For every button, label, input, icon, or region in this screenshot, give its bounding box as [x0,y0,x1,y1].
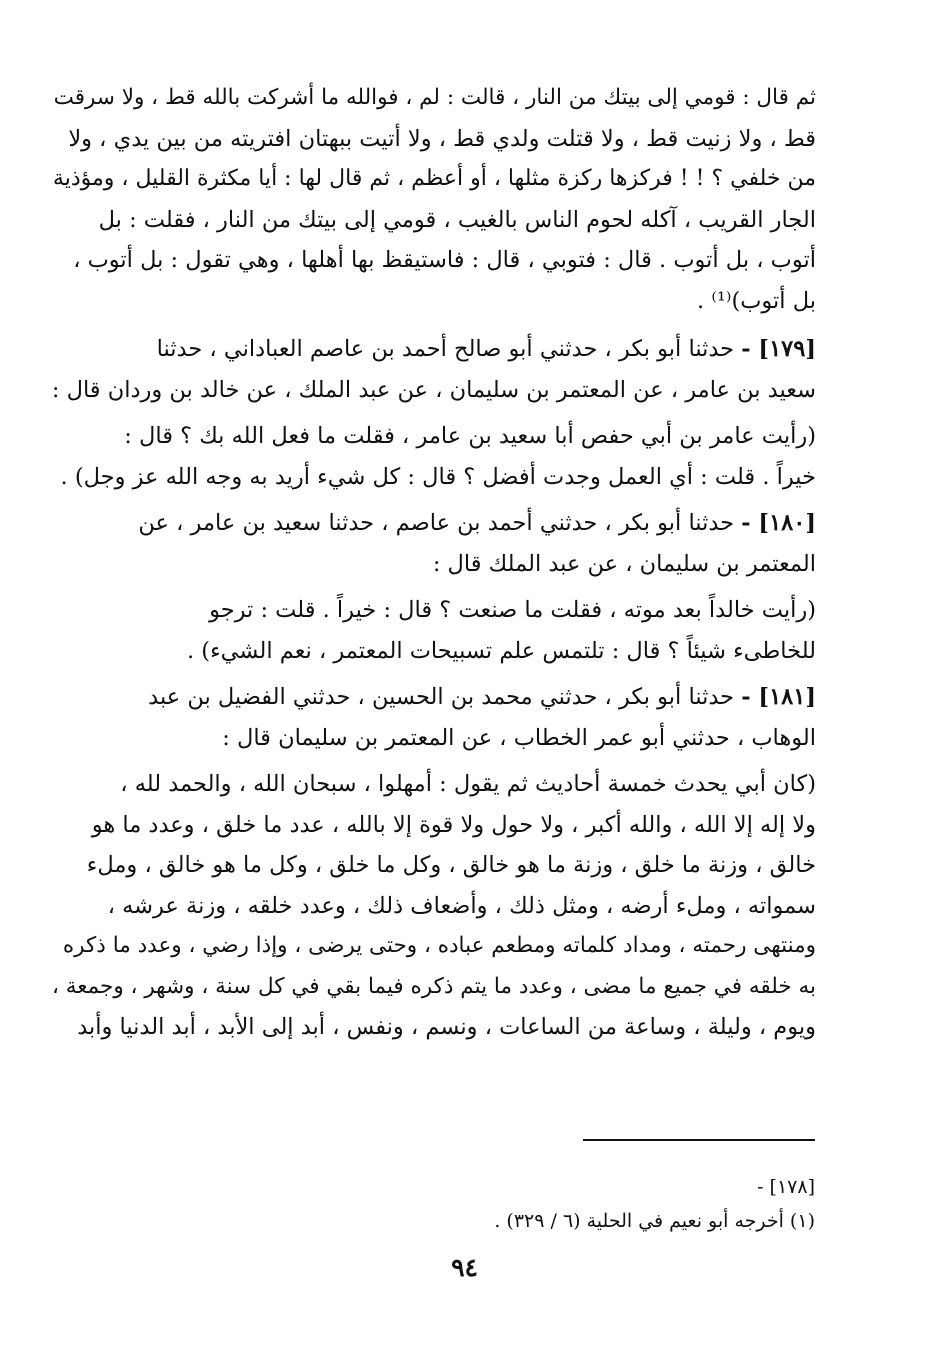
hadith-number: [١٧٩] - [741,336,816,362]
text-line [50,329,816,370]
text-line: المعتمر بن سليمان ، عن عبد الملك قال : [432,550,816,577]
text-line: (رأيت خالداً بعد موته ، فقلت ما صنعت ؟ قال : خيراً . قلت : ترجو [209,597,816,623]
text-line: الجار القريب ، آكله لحوم الناس بالغيب ، قومي إلى بيتك من النار ، فقلت : بل [98,206,816,233]
hadith-179-text [50,416,816,497]
chain-text: حدثنا أبو بكر ، حدثني أحمد بن عاصم ، حدثنا سعيد بن عامر ، عن [138,510,735,536]
text-line: (رأيت عامر بن أبي حفص أبا سعيد بن عامر ، فقلت ما فعل الله بك ؟ قال : [124,423,816,449]
text-line: به خلقه في جميع ما مضى ، وعدد ما يتم ذكره فيما بقي في كل سنة ، وشهر ، وجمعة ، [51,973,816,999]
text-line: سمواته ، وملء أرضه ، ومثل ذلك ، وأضعاف ذلك ، وعدد خلقه ، وزنة عرشه ، [107,892,816,919]
footnote-divider [583,1139,815,1141]
main-text [50,78,816,1048]
text-line: خيراً . قلت : أي العمل وجدت أفضل ؟ قال : كل شيء أريد به وجه الله عز وجل) . [60,463,816,490]
text-line: ويوم ، وليلة ، وساعة من الساعات ، ونسم ، ونفس ، أبد إلى الأبد ، أبد الدنيا وأبد [77,1014,816,1040]
hadith-181-text [50,764,816,1048]
chain-text: حدثنا أبو بكر ، حدثني محمد بن الحسين ، حدثني الفضيل بن عبد [148,684,735,710]
page-number: ٩٤ [451,1253,478,1282]
text-line: سعيد بن عامر ، عن المعتمر بن سليمان ، عن عبد الملك ، عن خالد بن وردان قال : [51,376,816,403]
text-line: ولا إله إلا الله ، والله أكبر ، ولا حول ولا قوة إلا بالله ، عدد ما خلق ، وعدد ما هو [91,811,816,838]
text-line: ومنتهى رحمته ، ومداد كلماته ومطعم عباده ، وحتى يرضى ، وإذا رضي ، وعدد ما ذكره [62,933,816,958]
footnote-reference: [١٧٨] - [757,1176,815,1198]
hadith-180-text [50,590,816,671]
paragraph-continuation [50,78,816,321]
text-line: أتوب ، بل أتوب . قال : فتوبي ، قال : فاستيقظ بها أهلها ، وهي تقول : بل أتوب ، [73,247,816,273]
text-line: خالق ، وزنة ما خلق ، وزنة ما هو خالق ، وكل ما خلق ، وكل ما هو خالق ، وملء [86,852,816,878]
chain-text: حدثنا أبو بكر ، حدثني أبو صالح أحمد بن عاصم العباداني ، حدثنا [156,336,735,362]
footnotes [300,1170,815,1238]
hadith-number: [١٨٠] - [741,510,816,536]
hadith-180-chain [50,503,816,584]
text-line: الوهاب ، حدثني أبو عمر الخطاب ، عن المعتمر بن سليمان قال : [222,724,816,751]
text-line [50,677,816,718]
text-line: بل أتوب)⁽¹⁾ . [697,287,816,314]
text-line: قط ، ولا زنيت قط ، ولا قتلت ولدي قط ، ولا أتيت ببهتان افتريته من بين يدي ، ولا [68,125,816,152]
footnote-1: (١) أخرجه أبو نعيم في الحلية (٦ / ٣٢٩) . [494,1210,815,1232]
hadith-number: [١٨١] - [741,684,816,710]
hadith-181-chain [50,677,816,758]
text-line [50,503,816,544]
text-line: ثم قال : قومي إلى بيتك من النار ، قالت : لم ، فوالله ما أشركت بالله قط ، ولا سرقت [53,85,816,110]
text-line: من خلفي ؟ ! ! فركزها ركزة مثلها ، أو أعظم ، ثم قال لها : أيا مكثرة القليل ، ومؤذية [52,166,816,191]
hadith-179-chain [50,329,816,410]
text-line: للخاطىء شيئاً ؟ قال : تلتمس علم تسبيحات المعتمر ، نعم الشيء) . [186,637,816,664]
text-line: (كان أبي يحدث خمسة أحاديث ثم يقول : أمهلوا ، سبحان الله ، والحمد لله ، [120,771,816,797]
